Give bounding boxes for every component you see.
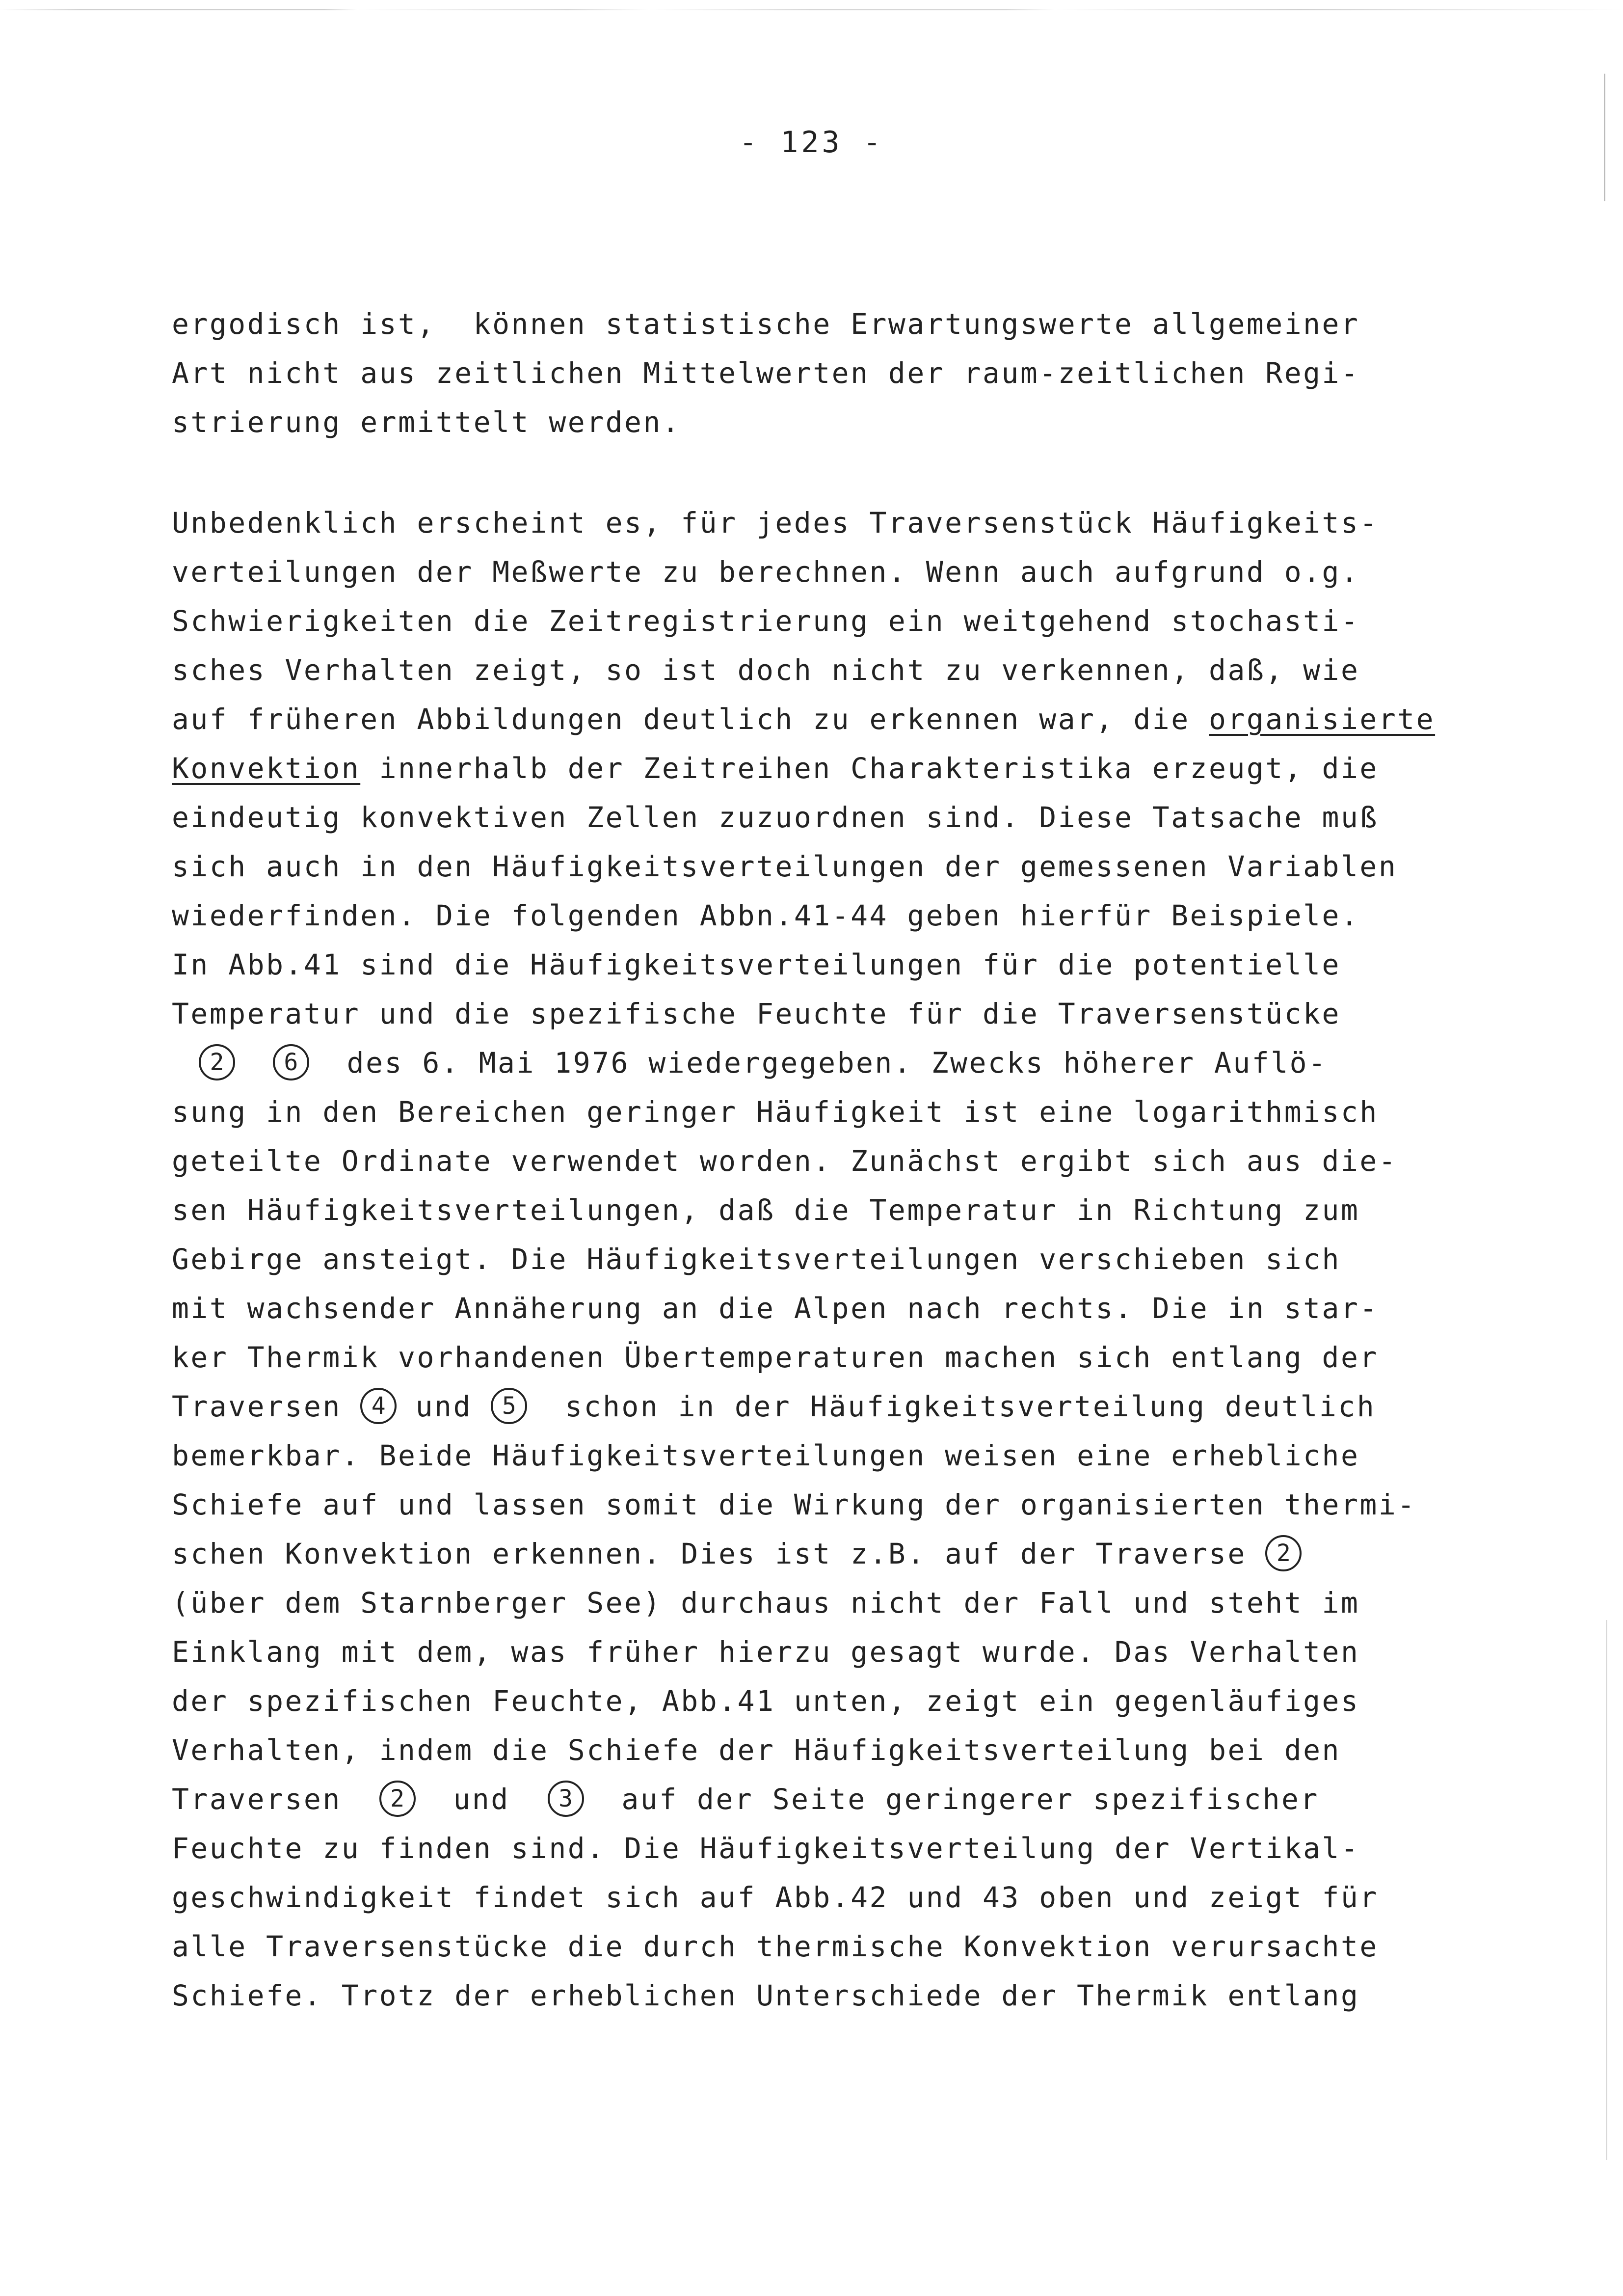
circled-number: 5 xyxy=(491,1388,527,1424)
text-segment: des 6. Mai 1976 wiedergegeben. Zwecks höherer Auflö- xyxy=(309,1046,1328,1080)
text-segment: Traversen xyxy=(172,1390,361,1423)
text-line: Feuchte zu finden sind. Die Häufigkeitsverteilung der Vertikal- xyxy=(172,1832,1360,1865)
text-line: Schiefe auf und lassen somit die Wirkung der organisierten thermi- xyxy=(172,1488,1416,1521)
text-line: sches Verhalten zeigt, so ist doch nicht zu verkennen, daß, wie xyxy=(172,653,1360,687)
text-line: strierung ermittelt werden. xyxy=(172,405,681,439)
text-line: bemerkbar. Beide Häufigkeitsverteilungen weisen eine erhebliche xyxy=(172,1439,1360,1472)
text-line: Temperatur und die spezifische Feuchte für die Traversenstücke xyxy=(172,997,1341,1030)
text-line: sen Häufigkeitsverteilungen, daß die Temperatur in Richtung zum xyxy=(172,1193,1360,1227)
circled-number: 6 xyxy=(273,1044,309,1080)
text-line xyxy=(172,1534,1302,1573)
text-line: wiederfinden. Die folgenden Abbn.41-44 geben hierfür Beispiele. xyxy=(172,899,1360,932)
text-line: Unbedenklich erscheint es, für jedes Traversenstück Häufigkeits- xyxy=(172,506,1379,540)
text-line: geteilte Ordinate verwendet worden. Zunächst ergibt sich aus die- xyxy=(172,1144,1398,1178)
text-segment: schon in der Häufigkeitsverteilung deutlich xyxy=(527,1390,1376,1423)
text-line: sich auch in den Häufigkeitsverteilungen der gemessenen Variablen xyxy=(172,850,1398,883)
text-line: eindeutig konvektiven Zellen zuzuordnen sind. Diese Tatsache muß xyxy=(172,801,1379,834)
circled-number: 3 xyxy=(548,1781,584,1817)
text-segment: und xyxy=(415,1783,548,1816)
text-line xyxy=(172,749,1379,788)
text-line: alle Traversenstücke die durch thermische Konvektion verursachte xyxy=(172,1930,1379,1963)
scan-edge-top xyxy=(0,9,1623,10)
text-line: sung in den Bereichen geringer Häufigkeit ist eine logarithmisch xyxy=(172,1095,1379,1129)
text-line: ker Thermik vorhandenen Übertemperaturen machen sich entlang der xyxy=(172,1341,1379,1374)
text-segment: schen Konvektion erkennen. Dies ist z.B. auf der Traverse xyxy=(172,1537,1266,1570)
underlined-term: organisierte xyxy=(1209,702,1436,736)
text-line xyxy=(172,700,1435,739)
text-segment: und xyxy=(397,1390,491,1423)
text-line xyxy=(172,1780,1319,1819)
text-segment: Traversen xyxy=(172,1783,379,1816)
text-line: Art nicht aus zeitlichen Mittelwerten der raum-zeitlichen Regi- xyxy=(172,356,1360,390)
text-line: In Abb.41 sind die Häufigkeitsverteilungen für die potentielle xyxy=(172,948,1341,981)
text-line: verteilungen der Meßwerte zu berechnen. Wenn auch aufgrund o.g. xyxy=(172,555,1360,589)
circled-number: 2 xyxy=(199,1044,235,1080)
text-line: mit wachsender Annäherung an die Alpen nach rechts. Die in star- xyxy=(172,1292,1379,1325)
underlined-term: Konvektion xyxy=(172,752,361,785)
text-segment: innerhalb der Zeitreihen Charakteristika erzeugt, die xyxy=(360,752,1379,785)
text-segment: auf früheren Abbildungen deutlich zu erkennen war, die xyxy=(172,702,1209,736)
page-number: - 123 - xyxy=(739,125,884,160)
text-segment: auf der Seite geringerer spezifischer xyxy=(584,1783,1319,1816)
text-line: Schiefe. Trotz der erheblichen Unterschiede der Thermik entlang xyxy=(172,1979,1360,2012)
text-line: Schwierigkeiten die Zeitregistrierung ein weitgehend stochasti- xyxy=(172,604,1360,638)
scan-edge-right-lower xyxy=(1606,1620,1607,2160)
text-line: der spezifischen Feuchte, Abb.41 unten, zeigt ein gegenläufiges xyxy=(172,1684,1360,1718)
text-line: geschwindigkeit findet sich auf Abb.42 und 43 oben und zeigt für xyxy=(172,1881,1379,1914)
text-line: (über dem Starnberger See) durchaus nicht der Fall und steht im xyxy=(172,1586,1360,1620)
text-line xyxy=(199,1043,1327,1082)
text-line: Einklang mit dem, was früher hierzu gesagt wurde. Das Verhalten xyxy=(172,1635,1360,1669)
text-line: ergodisch ist, können statistische Erwartungswerte allgemeiner xyxy=(172,307,1360,341)
text-line: Gebirge ansteigt. Die Häufigkeitsverteilungen verschieben sich xyxy=(172,1243,1341,1276)
text-line xyxy=(172,1387,1376,1426)
circled-number: 2 xyxy=(1265,1535,1302,1571)
text-line: Verhalten, indem die Schiefe der Häufigkeitsverteilung bei den xyxy=(172,1733,1341,1767)
circled-number: 4 xyxy=(360,1388,397,1424)
circled-number: 2 xyxy=(379,1781,416,1817)
